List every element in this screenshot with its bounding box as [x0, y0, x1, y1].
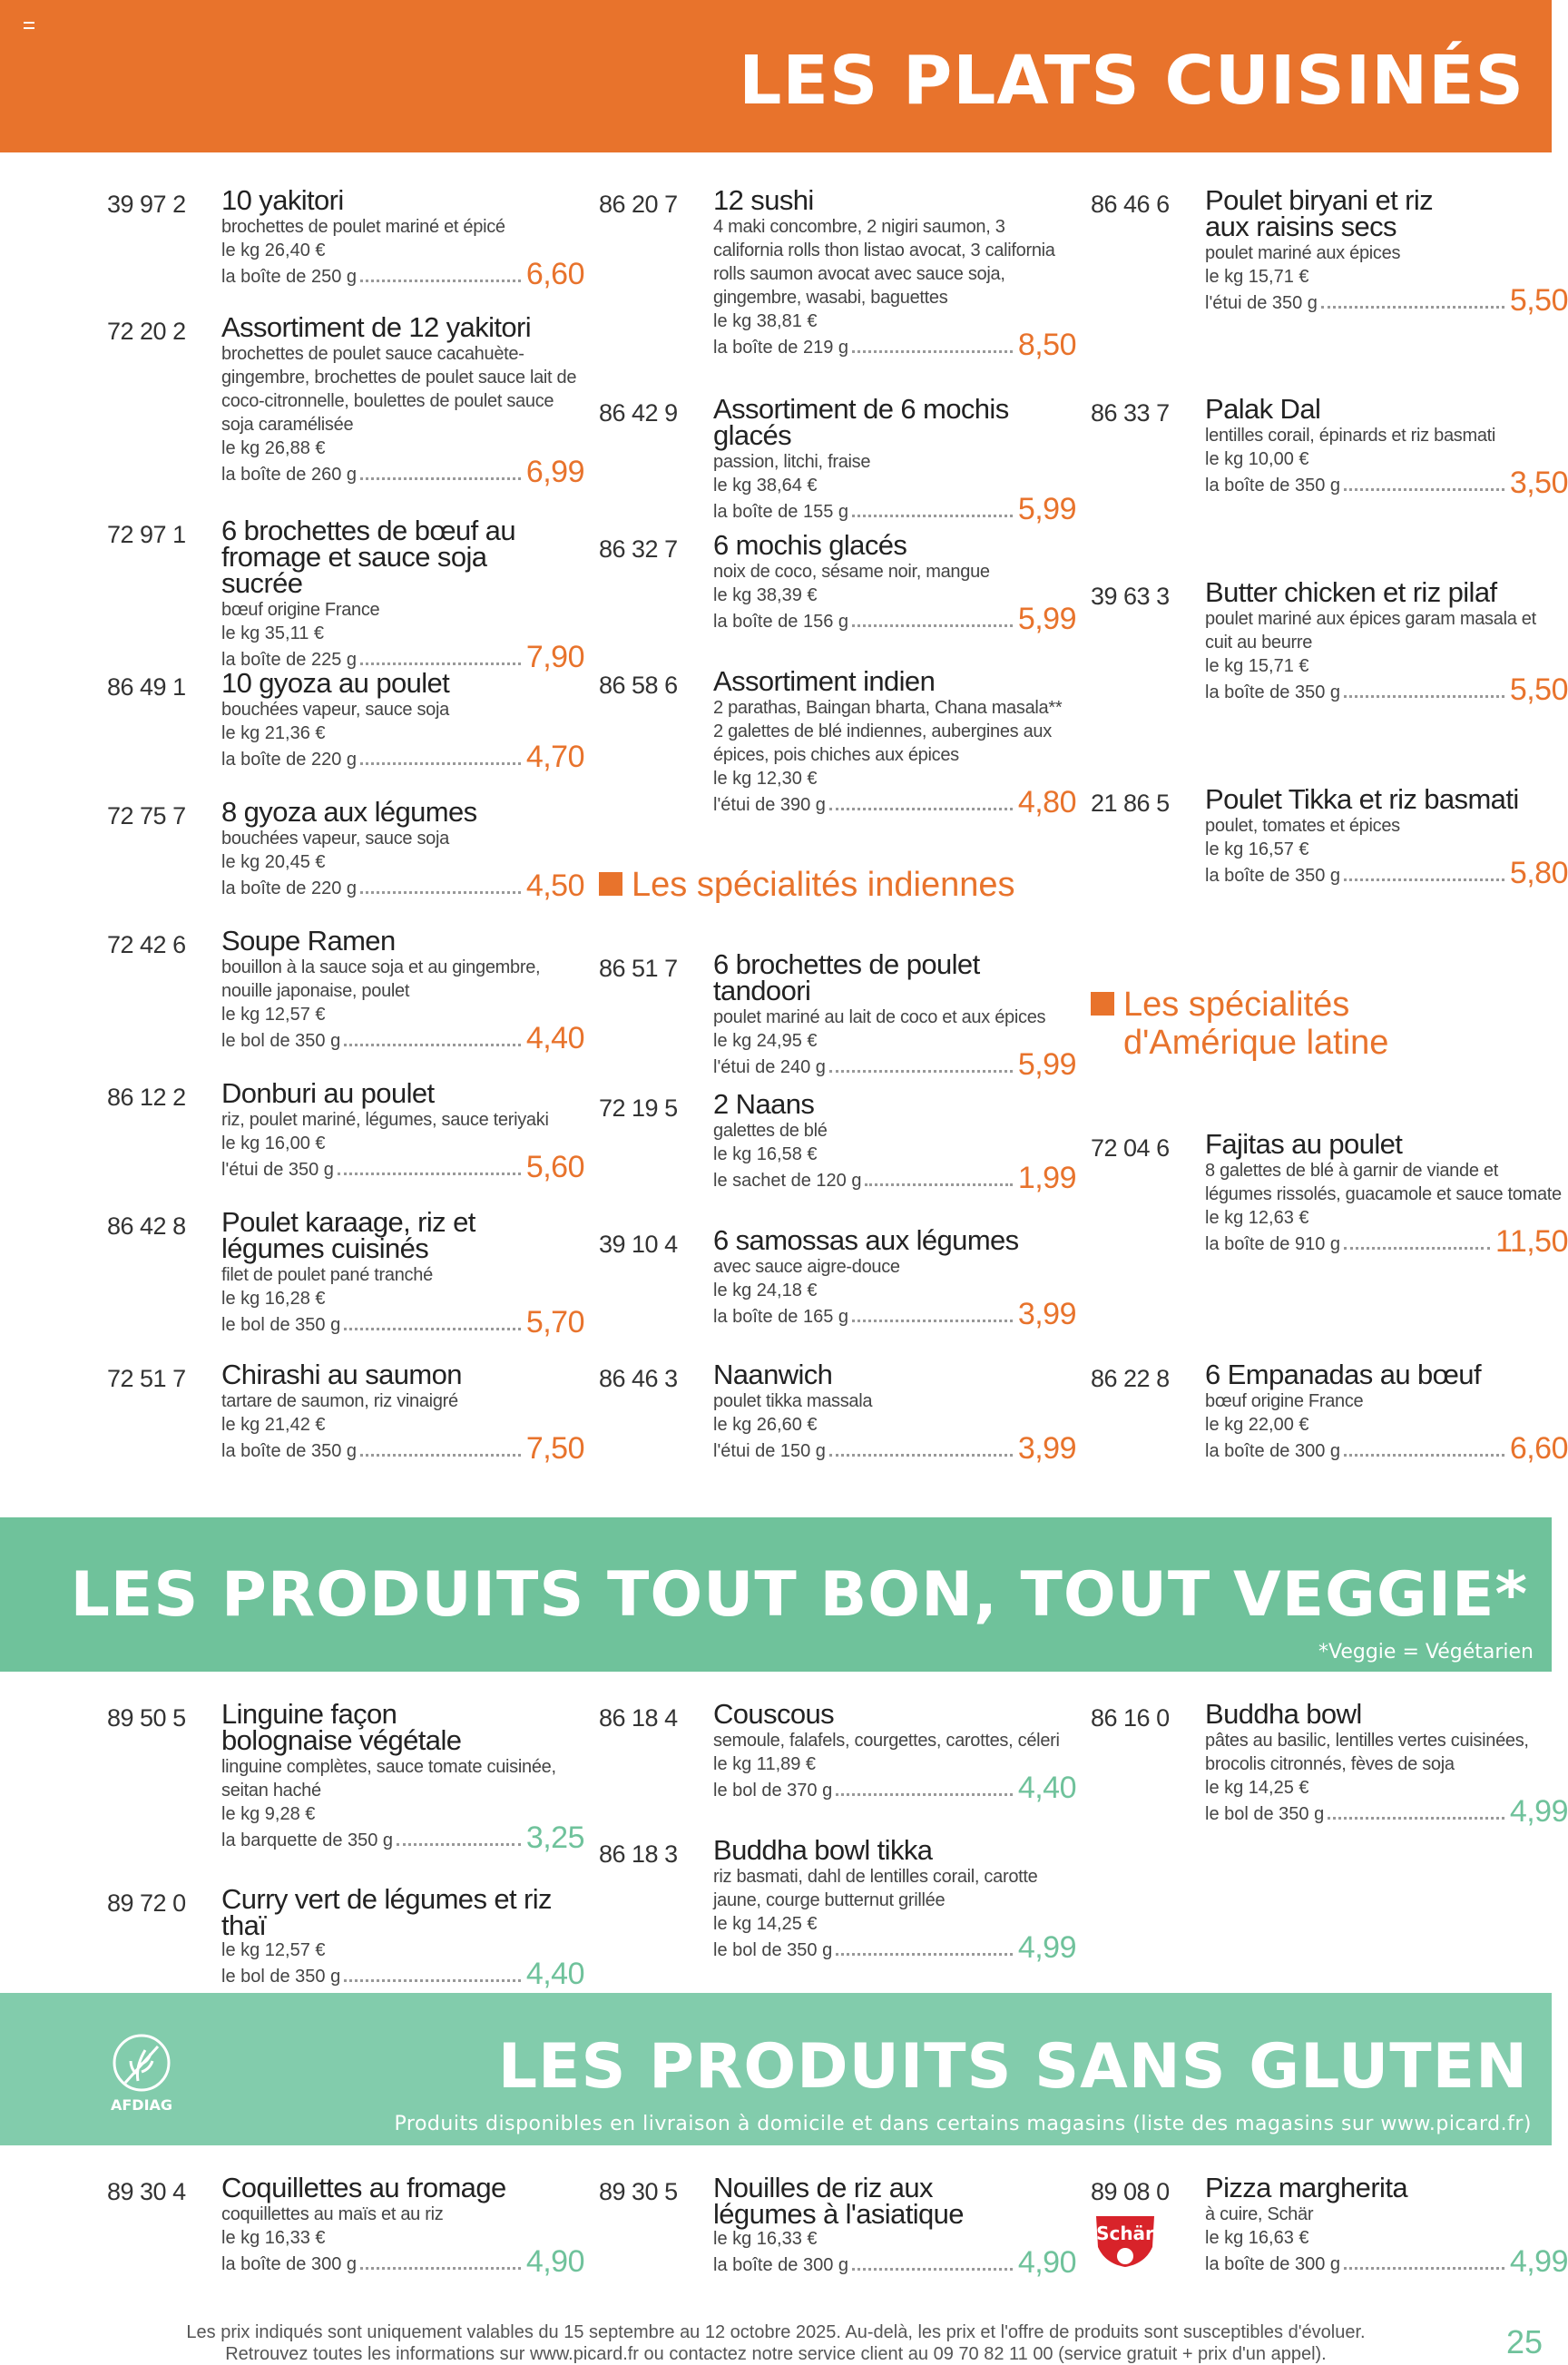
dot-leader	[360, 2267, 521, 2270]
dot-leader	[360, 662, 521, 665]
price: 4,40	[525, 1957, 584, 1991]
price: 3,50	[1509, 466, 1568, 500]
product-description: riz basmati, dahl de lentilles corail, carotte jaune, courge butternut grillée	[713, 1867, 1038, 1910]
price-per-kg: le kg 20,45 €	[221, 852, 326, 872]
product-body	[221, 517, 584, 672]
product-body	[221, 1077, 584, 1184]
product-code: 72 19 5	[599, 1094, 678, 1122]
page-title: LES PLATS CUISINÉS	[739, 42, 1524, 120]
price-per-kg: le kg 14,25 €	[1205, 1778, 1309, 1798]
price-per-kg: le kg 16,63 €	[1205, 2228, 1309, 2248]
package-size: la boîte de 350 g	[1205, 476, 1341, 496]
product-code: 89 30 5	[599, 2178, 678, 2205]
footer-line-2: Retrouvez toutes les informations sur www.picard.fr ou contactez notre service client au 09 70 82 11 00 (service gratuit + prix d'un appel).	[225, 2344, 1327, 2364]
price-per-kg: le kg 10,00 €	[1205, 449, 1309, 469]
price: 6,60	[525, 257, 584, 291]
price-per-kg: le kg 38,39 €	[713, 585, 818, 605]
dot-leader	[1344, 1454, 1504, 1457]
dot-leader	[397, 1843, 521, 1846]
product-description: tartare de saumon, riz vinaigré	[221, 1391, 458, 1411]
price-line	[1205, 672, 1568, 707]
package-size: la boîte de 155 g	[713, 502, 849, 522]
menu-icon[interactable]	[24, 22, 34, 29]
product-description: semoule, falafels, courgettes, carottes, céleri	[713, 1731, 1060, 1751]
product-name: 6 Empanadas au bœuf	[1205, 1359, 1481, 1390]
price-line	[713, 1297, 1076, 1331]
price-per-kg: le kg 16,28 €	[221, 1289, 326, 1309]
dot-leader	[852, 515, 1013, 517]
product-name: Soupe Ramen	[221, 925, 396, 957]
price-line	[713, 785, 1076, 819]
price-per-kg: le kg 26,60 €	[713, 1415, 818, 1435]
price: 5,60	[525, 1150, 584, 1184]
price: 4,90	[525, 2244, 584, 2279]
product-description: filet de poulet pané tranché	[221, 1265, 433, 1285]
price-line	[221, 1820, 584, 1855]
product-body	[221, 1361, 584, 1464]
package-size: l'étui de 240 g	[713, 1057, 826, 1077]
square-bullet-icon	[1091, 992, 1114, 1016]
product-body	[221, 927, 584, 1054]
product-name: Curry vert de légumes et riz thaï	[221, 1883, 552, 1941]
price: 5,80	[1509, 856, 1568, 890]
package-size: la boîte de 260 g	[221, 465, 358, 485]
product-body	[221, 2174, 584, 2277]
product-name: 6 samossas aux légumes	[713, 1224, 1019, 1256]
dot-leader	[852, 2268, 1013, 2271]
price-per-kg: le kg 26,88 €	[221, 438, 326, 458]
price: 5,99	[1017, 602, 1076, 636]
product-description: coquillettes au maïs et au riz	[221, 2204, 444, 2224]
veggie-note: *Veggie = Végétarien	[1318, 1641, 1534, 1663]
product-body	[221, 667, 584, 774]
price-line	[713, 1047, 1076, 1082]
price: 5,70	[525, 1305, 584, 1340]
veggie-title: LES PRODUITS TOUT BON, TOUT VEGGIE*	[70, 1559, 1528, 1631]
price-per-kg: le kg 16,57 €	[1205, 839, 1309, 859]
product-name: Linguine façon bolognaise végétale	[221, 1698, 462, 1756]
product-body	[1205, 184, 1568, 318]
product-name: 2 Naans	[713, 1088, 815, 1120]
gluten-note: Produits disponibles en livraison à domicile et dans certains magasins (liste des magasins sur www.picard.fr)	[394, 2113, 1532, 2135]
package-size: la barquette de 350 g	[221, 1830, 394, 1850]
product-code: 72 75 7	[107, 802, 186, 829]
product-description: pâtes au basilic, lentilles vertes cuisinées, brocolis citronnés, fèves de soja	[1205, 1731, 1529, 1774]
dot-leader	[1344, 878, 1504, 881]
product-description: noix de coco, sésame noir, mangue	[713, 562, 990, 582]
dot-leader	[344, 1979, 521, 1982]
product-body	[713, 184, 1076, 362]
product-description: avec sauce aigre-douce	[713, 1257, 900, 1277]
product-name: Nouilles de riz aux légumes à l'asiatique	[713, 2172, 964, 2230]
price-per-kg: le kg 21,36 €	[221, 723, 326, 743]
price-line	[713, 602, 1076, 636]
product-body	[713, 948, 1076, 1082]
afdiag-logo-icon	[105, 2026, 178, 2107]
dot-leader	[829, 1454, 1013, 1457]
price: 4,80	[1017, 785, 1076, 819]
price-per-kg: le kg 38,81 €	[713, 311, 818, 331]
price: 4,99	[1509, 1794, 1568, 1829]
square-bullet-icon	[599, 872, 622, 896]
product-name: Butter chicken et riz pilaf	[1205, 576, 1497, 608]
product-description: bœuf origine France	[221, 600, 380, 620]
price-line	[1205, 1431, 1568, 1466]
price-line	[1205, 1224, 1568, 1259]
price-line	[221, 740, 584, 774]
product-body	[713, 393, 1076, 526]
price-per-kg: le kg 14,25 €	[713, 1914, 818, 1934]
dot-leader	[1344, 2267, 1504, 2270]
product-code: 86 51 7	[599, 955, 678, 982]
product-code: 86 16 0	[1091, 1704, 1170, 1732]
product-code: 21 86 5	[1091, 790, 1170, 817]
product-name: 10 yakitori	[221, 184, 344, 216]
package-size: la boîte de 300 g	[221, 2254, 358, 2274]
product-body	[221, 184, 584, 291]
dot-leader	[829, 808, 1013, 810]
product-name: Chirashi au saumon	[221, 1359, 462, 1390]
product-description: 8 galettes de blé à garnir de viande et légumes rissolés, guacamole et sauce tomate	[1205, 1161, 1562, 1204]
product-code: 72 51 7	[107, 1365, 186, 1392]
product-name: Assortiment indien	[713, 665, 936, 697]
product-description: 2 parathas, Baingan bharta, Chana masala** 2 galettes de blé indiennes, aubergines aux épices, pois chiches aux épices	[713, 698, 1063, 765]
dot-leader	[1344, 488, 1504, 491]
price-per-kg: le kg 16,33 €	[221, 2228, 326, 2248]
price-per-kg: le kg 21,42 €	[221, 1415, 326, 1435]
product-description: galettes de blé	[713, 1121, 828, 1141]
price-line	[221, 257, 584, 291]
page-number: 25	[1505, 2323, 1543, 2360]
product-name: 12 sushi	[713, 184, 814, 216]
product-code: 86 20 7	[599, 191, 678, 218]
product-name: Palak Dal	[1205, 393, 1321, 425]
package-size: la boîte de 165 g	[713, 1307, 849, 1327]
product-name: Assortiment de 12 yakitori	[221, 311, 532, 343]
price-per-kg: le kg 12,30 €	[713, 769, 818, 789]
price: 7,50	[525, 1431, 584, 1466]
price-line	[221, 1957, 584, 1991]
dot-leader	[1344, 695, 1504, 698]
product-code: 72 04 6	[1091, 1134, 1170, 1162]
product-name: Buddha bowl	[1205, 1698, 1362, 1730]
price: 5,99	[1017, 492, 1076, 526]
package-size: la boîte de 219 g	[713, 338, 849, 358]
product-name: Buddha bowl tikka	[713, 1834, 933, 1866]
dot-leader	[338, 1173, 521, 1175]
price-per-kg: le kg 9,28 €	[221, 1804, 316, 1824]
product-code: 72 97 1	[107, 521, 186, 548]
product-body	[1205, 393, 1568, 500]
product-description: linguine complètes, sauce tomate cuisinée, seitan haché	[221, 1757, 556, 1801]
product-description: poulet tikka massala	[713, 1391, 873, 1411]
product-name: Poulet biryani et riz aux raisins secs	[1205, 184, 1434, 242]
price-line	[713, 1161, 1076, 1195]
price-line	[1205, 283, 1568, 318]
price-per-kg: le kg 24,95 €	[713, 1031, 818, 1051]
product-name: Donburi au poulet	[221, 1077, 435, 1109]
price-line	[221, 455, 584, 489]
product-body	[713, 1088, 1076, 1195]
product-description: bœuf origine France	[1205, 1391, 1364, 1411]
product-body	[221, 1883, 584, 1991]
price-per-kg: le kg 15,71 €	[1205, 267, 1309, 287]
price-line	[713, 1431, 1076, 1466]
price-per-kg: le kg 38,64 €	[713, 476, 818, 496]
product-description: bouchées vapeur, sauce soja	[221, 700, 449, 720]
product-description: poulet mariné aux épices	[1205, 243, 1401, 263]
price-line	[221, 1021, 584, 1055]
dot-leader	[360, 891, 521, 894]
footer	[0, 2321, 1552, 2365]
price-per-kg: le kg 16,58 €	[713, 1144, 818, 1164]
dot-leader	[836, 1953, 1013, 1956]
product-name: Poulet Tikka et riz basmati	[1205, 783, 1519, 815]
product-body	[1205, 1361, 1568, 1464]
product-body	[713, 1224, 1076, 1331]
price-line	[713, 1930, 1076, 1965]
dot-leader	[1344, 1247, 1490, 1250]
package-size: la boîte de 225 g	[221, 650, 358, 670]
product-name: 6 brochettes de bœuf au fromage et sauce soja sucrée	[221, 515, 515, 599]
product-description: poulet mariné au lait de coco et aux épices	[713, 1007, 1046, 1027]
product-code: 86 42 9	[599, 399, 678, 427]
package-size: le bol de 350 g	[221, 1315, 341, 1335]
dot-leader	[360, 280, 521, 282]
dot-leader	[865, 1183, 1012, 1186]
price: 8,50	[1017, 328, 1076, 362]
price-line	[1205, 466, 1568, 500]
package-size: la boîte de 156 g	[713, 612, 849, 632]
product-code: 39 10 4	[599, 1231, 678, 1258]
price: 3,99	[1017, 1431, 1076, 1466]
product-code: 39 97 2	[107, 191, 186, 218]
product-code: 89 30 4	[107, 2178, 186, 2205]
product-description: à cuire, Schär	[1205, 2204, 1314, 2224]
price-line	[1205, 856, 1568, 890]
latin-section-heading	[1091, 986, 1388, 1062]
package-size: la boîte de 220 g	[221, 750, 358, 770]
product-name: Coquillettes au fromage	[221, 2172, 506, 2203]
product-code: 86 22 8	[1091, 1365, 1170, 1392]
product-body	[1205, 1698, 1568, 1829]
product-code: 86 12 2	[107, 1084, 186, 1111]
dot-leader	[852, 624, 1013, 627]
product-code: 86 18 3	[599, 1840, 678, 1868]
price-line	[713, 2245, 1076, 2280]
product-body	[1205, 1128, 1568, 1259]
price-per-kg: le kg 12,63 €	[1205, 1208, 1309, 1228]
product-body	[221, 1698, 584, 1855]
package-size: la boîte de 910 g	[1205, 1234, 1341, 1254]
product-code: 86 42 8	[107, 1212, 186, 1240]
price-line	[221, 868, 584, 903]
price-line	[221, 2244, 584, 2279]
product-code: 39 63 3	[1091, 583, 1170, 610]
indian-section-title: Les spécialités indiennes	[632, 866, 1015, 904]
package-size: l'étui de 350 g	[221, 1160, 334, 1180]
product-name: Couscous	[713, 1698, 835, 1730]
price-line	[221, 1431, 584, 1466]
price-per-kg: le kg 15,71 €	[1205, 656, 1309, 676]
dot-leader	[1328, 1817, 1504, 1820]
price: 6,99	[525, 455, 584, 489]
product-description: lentilles corail, épinards et riz basmati	[1205, 426, 1496, 446]
package-size: le bol de 350 g	[1205, 1804, 1325, 1824]
package-size: le bol de 350 g	[221, 1967, 341, 1987]
package-size: la boîte de 350 g	[1205, 682, 1341, 702]
product-body	[713, 1834, 1076, 1965]
product-description: bouchées vapeur, sauce soja	[221, 829, 449, 849]
product-code: 72 42 6	[107, 931, 186, 958]
price-per-kg: le kg 16,00 €	[221, 1133, 326, 1153]
price-line	[1205, 2244, 1568, 2279]
product-body	[713, 1361, 1076, 1464]
product-name: 6 brochettes de poulet tandoori	[713, 948, 980, 1006]
price: 4,90	[1017, 2245, 1076, 2280]
price: 4,40	[1017, 1771, 1076, 1805]
price: 5,50	[1509, 672, 1568, 707]
dot-leader	[852, 1320, 1013, 1322]
dot-leader	[852, 350, 1013, 353]
product-description: bouillon à la sauce soja et au gingembre, nouille japonaise, poulet	[221, 957, 541, 1001]
product-code: 86 18 4	[599, 1704, 678, 1732]
dot-leader	[360, 762, 521, 765]
schar-logo-icon	[1093, 2211, 1158, 2269]
product-name: 6 mochis glacés	[713, 529, 907, 561]
product-name: Poulet karaage, riz et légumes cuisinés	[221, 1206, 475, 1264]
afdiag-label: AFDIAG	[110, 2096, 173, 2114]
product-name: 8 gyoza aux légumes	[221, 796, 477, 828]
product-code: 89 08 0	[1091, 2178, 1170, 2205]
package-size: le sachet de 120 g	[713, 1171, 862, 1191]
product-body	[713, 529, 1076, 636]
price: 4,40	[525, 1021, 584, 1055]
product-code: 89 72 0	[107, 1889, 186, 1917]
product-code: 86 46 3	[599, 1365, 678, 1392]
package-size: l'étui de 350 g	[1205, 293, 1318, 313]
price: 1,99	[1017, 1161, 1076, 1195]
product-code: 89 50 5	[107, 1704, 186, 1732]
product-name: Fajitas au poulet	[1205, 1128, 1403, 1160]
price-per-kg: le kg 24,18 €	[713, 1281, 818, 1300]
price-line	[1205, 1794, 1568, 1829]
product-description: poulet mariné aux épices garam masala et cuit au beurre	[1205, 609, 1536, 653]
product-description: poulet, tomates et épices	[1205, 816, 1400, 836]
price-per-kg: le kg 11,89 €	[713, 1754, 817, 1774]
price: 5,99	[1017, 1047, 1076, 1082]
price: 4,99	[1017, 1930, 1076, 1965]
latin-section-title-line1: Les spécialités	[1123, 986, 1350, 1024]
product-description: brochettes de poulet sauce cacahuète-gingembre, brochettes de poulet sauce lait de coco-citronnelle, boulettes de poulet sauce soja caramélisée	[221, 344, 577, 435]
price-per-kg: le kg 12,57 €	[221, 1940, 326, 1960]
package-size: la boîte de 220 g	[221, 878, 358, 898]
package-size: l'étui de 390 g	[713, 795, 826, 815]
latin-section-title-line2: d'Amérique latine	[1123, 1024, 1389, 1062]
footer-line-1: Les prix indiqués sont uniquement valables du 15 septembre au 12 octobre 2025. Au-delà, les prix et l'offre de produits sont susceptibles d'évoluer.	[186, 2322, 1366, 2342]
product-body	[713, 665, 1076, 819]
gluten-title: LES PRODUITS SANS GLUTEN	[497, 2031, 1528, 2103]
price-line	[221, 1305, 584, 1340]
package-size: la boîte de 300 g	[1205, 1441, 1341, 1461]
price-line	[713, 328, 1076, 362]
product-body	[1205, 783, 1568, 890]
package-size: la boîte de 350 g	[221, 1441, 358, 1461]
product-description: brochettes de poulet mariné et épicé	[221, 217, 505, 237]
price: 4,99	[1509, 2244, 1568, 2279]
price: 3,99	[1017, 1297, 1076, 1331]
dot-leader	[829, 1070, 1013, 1073]
price-per-kg: le kg 16,33 €	[713, 2229, 818, 2249]
price-per-kg: le kg 22,00 €	[1205, 1415, 1309, 1435]
product-body	[1205, 576, 1568, 707]
package-size: le bol de 350 g	[221, 1031, 341, 1051]
price: 4,70	[525, 740, 584, 774]
product-name: Naanwich	[713, 1359, 833, 1390]
product-code: 86 58 6	[599, 672, 678, 699]
price-per-kg: le kg 26,40 €	[221, 240, 326, 260]
svg-text:Schär: Schär	[1096, 2223, 1154, 2244]
product-body	[713, 1698, 1076, 1805]
price: 5,50	[1509, 283, 1568, 318]
product-body	[713, 2174, 1076, 2278]
price: 6,60	[1509, 1431, 1568, 1466]
product-body	[1205, 2174, 1568, 2277]
price-line	[713, 1771, 1076, 1805]
dot-leader	[344, 1328, 521, 1330]
dot-leader	[344, 1044, 521, 1046]
package-size: le bol de 370 g	[713, 1781, 833, 1801]
dot-leader	[360, 1454, 521, 1457]
product-description: passion, litchi, fraise	[713, 452, 871, 472]
product-name: Pizza margherita	[1205, 2172, 1407, 2203]
product-name: 10 gyoza au poulet	[221, 667, 450, 699]
package-size: la boîte de 350 g	[1205, 866, 1341, 886]
package-size: la boîte de 250 g	[221, 267, 358, 287]
product-code: 86 32 7	[599, 535, 678, 563]
price: 3,25	[525, 1820, 584, 1855]
package-size: la boîte de 300 g	[1205, 2254, 1341, 2274]
package-size: le bol de 350 g	[713, 1940, 833, 1960]
price-per-kg: le kg 35,11 €	[221, 623, 325, 643]
price: 11,50	[1494, 1224, 1568, 1259]
price-line	[713, 492, 1076, 526]
package-size: l'étui de 150 g	[713, 1441, 826, 1461]
price-per-kg: le kg 12,57 €	[221, 1005, 326, 1025]
product-description: riz, poulet mariné, légumes, sauce teriyaki	[221, 1110, 549, 1130]
product-body	[221, 1206, 584, 1340]
dot-leader	[1321, 306, 1504, 309]
product-body	[221, 311, 584, 489]
price: 4,50	[525, 868, 584, 903]
product-name: Assortiment de 6 mochis glacés	[713, 393, 1009, 451]
product-code: 86 46 6	[1091, 191, 1170, 218]
price-line	[221, 1150, 584, 1184]
indian-section-heading	[599, 866, 1015, 904]
product-code: 72 20 2	[107, 318, 186, 345]
package-size: la boîte de 300 g	[713, 2255, 849, 2275]
product-code: 86 33 7	[1091, 399, 1170, 427]
product-description: 4 maki concombre, 2 nigiri saumon, 3 california rolls thon listao avocat, 3 california rolls saumon avocat avec sauce soja, gingembre, wasabi, baguettes	[713, 217, 1055, 308]
product-code: 86 49 1	[107, 673, 186, 701]
price: 7,90	[525, 640, 584, 674]
dot-leader	[836, 1793, 1013, 1796]
dot-leader	[360, 477, 521, 480]
product-body	[221, 796, 584, 903]
